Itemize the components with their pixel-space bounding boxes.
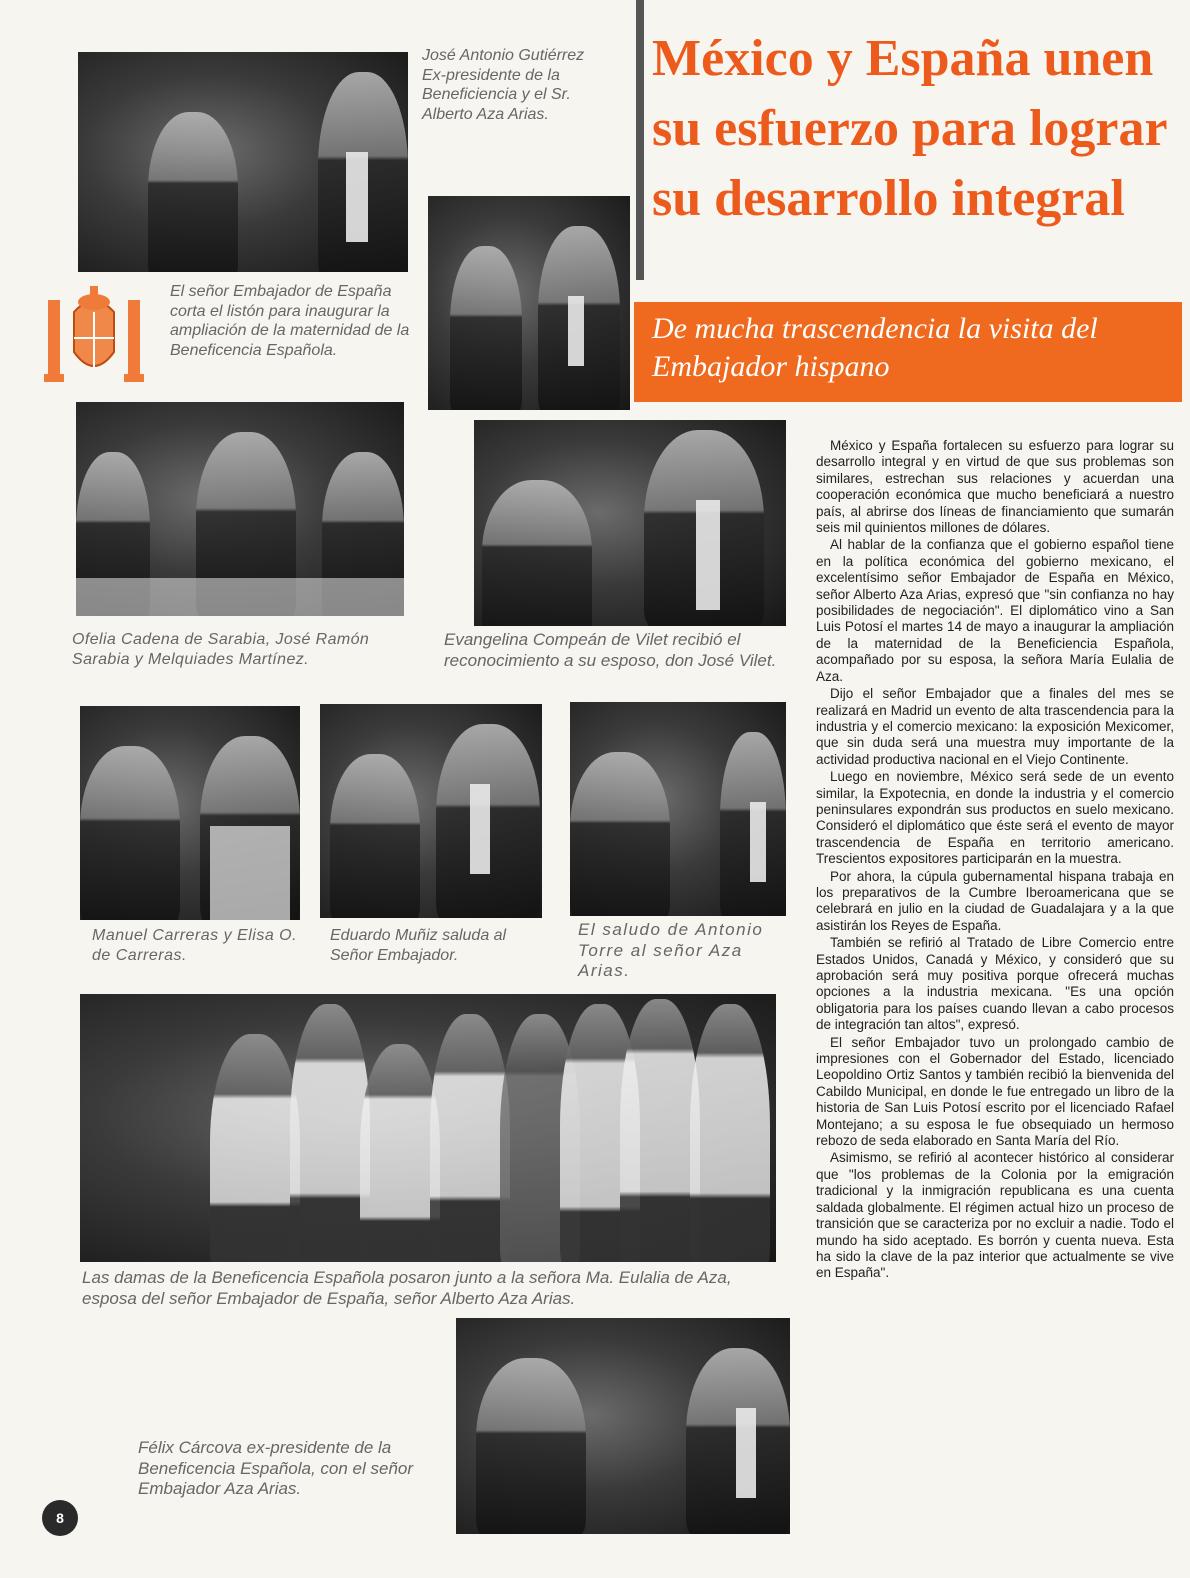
caption-photo-6: Eduardo Muñiz saluda al Señor Embajador. xyxy=(330,927,507,964)
caption-photo-8: Las damas de la Beneficencia Española posaron junto a la señora Ma. Eulalia de Aza, esposa del señor Embajador de España, señor Alberto Aza Arias. xyxy=(82,1268,732,1308)
caption-photo-7: El saludo de Antonio Torre al señor Aza Arias. xyxy=(578,920,764,981)
photo-ribbon-cutting xyxy=(428,196,630,410)
photo-torre-aza xyxy=(570,702,786,916)
article-body xyxy=(816,438,1174,1283)
photo-muniz-embajador xyxy=(320,704,542,918)
page-number: 8 xyxy=(42,1500,78,1536)
caption-photo-5: Manuel Carreras y Elisa O. de Carreras. xyxy=(92,927,298,964)
caption-photo-9: Félix Cárcova ex-presidente de la Beneficencia Española, con el señor Embajador Aza Arias. xyxy=(138,1438,414,1499)
photo-carcova-embajador xyxy=(456,1318,790,1534)
spain-coat-of-arms-icon xyxy=(44,282,144,386)
photo-compean-vilet xyxy=(474,420,786,626)
caption-photo-4: Evangelina Compeán de Vilet recibió el reconocimiento a su esposo, don José Vilet. xyxy=(444,630,777,670)
headline-title: México y España unen su esfuerzo para lograr su desarrollo integral xyxy=(652,30,1167,227)
caption-photo-3: Ofelia Cadena de Sarabia, José Ramón Sarabia y Melquiades Martínez. xyxy=(72,631,370,668)
caption-photo-1: José Antonio Gutiérrez Ex-presidente de la Beneficiencia y el Sr. Alberto Aza Arias. xyxy=(422,47,585,123)
article-paragraph: También se refirió al Tratado de Libre Comercio entre Estados Unidos, Canadá y México, y consideró que su aprobación será muy positiva porque ofrecerá muchas opciones a la industria mexicana. "Es una opción obligatoria para los países cuando llevan a cabo procesos de integración tan altos", expresó. xyxy=(816,935,1174,1033)
article-paragraph: Dijo el señor Embajador que a finales del mes se realizará en Madrid un evento de alta trascendencia para la industria y el comercio mexicano: la exposición Mexicomer, que sin duda será una muestra muy importante de la actividad productiva nacional en el Viejo Continente. xyxy=(816,686,1174,767)
photo-carreras xyxy=(80,706,300,920)
article-paragraph: Por ahora, la cúpula gubernamental hispana trabaja en los preparativos de la Cumbre Iberoamericana que se celebrará en julio en la ciudad de Guadalajara y a la que asistirán los Reyes de España. xyxy=(816,868,1174,933)
article-paragraph: El señor Embajador tuvo un prolongado cambio de impresiones con el Gobernador del Estado, licenciado Leopoldino Ortiz Santos y también recibió la bienvenida del Cabildo Municipal, en donde le fue entregado un libro de la historia de San Luis Potosí escrito por el licenciado Rafael Montejano; a su esposa le fue obsequiado un hermoso rebozo de seda elaborado en Santa María del Río. xyxy=(816,1034,1174,1149)
article-paragraph: Luego en noviembre, México será sede de un evento similar, la Expotecnia, en donde la industria y el comercio peninsulares expondrán sus productos en suelo mexicano. Consideró el diplomático que éste será el evento de mayor trascendencia de España en territorio americano. Trescientos expositores participarán en la muestra. xyxy=(816,769,1174,867)
article-paragraph: México y España fortalecen su esfuerzo para lograr su desarrollo integral y en virtud de que sus problemas son similares, estrechan sus relaciones y acuerdan una cooperación económica que mucho beneficiará a nuestro país, al abrirse dos líneas de financiamiento que sumarán seis mil quinientos millones de dólares. xyxy=(816,438,1174,536)
title-accent-bar xyxy=(636,0,644,280)
article-paragraph: Asimismo, se refirió al acontecer histórico al considerar que "los problemas de la Colonia por la emigración tradicional y la inmigración republicana es una cuenta saldada globalmente. El régimen actual hizo un proceso de transición que se caracteriza por no excluir a nadie. Todo el mundo ha sido aceptado. Es borrón y cuenta nueva. Esta ha sido la clave de la paz interior que actualmente se vive en España". xyxy=(816,1150,1174,1281)
photo-sarabia-martinez xyxy=(76,402,404,616)
headline-subtitle-banner: De mucha trascendencia la visita del Embajador hispano xyxy=(634,302,1182,402)
photo-handshake-gutierrez xyxy=(78,52,408,272)
caption-photo-2: El señor Embajador de España corta el listón para inaugurar la ampliación de la maternidad de la Beneficencia Española. xyxy=(170,283,410,359)
article-paragraph: Al hablar de la confianza que el gobierno español tiene en la política económica del gobierno mexicano, el excelentísimo señor Embajador de España en México, señor Alberto Aza Arias, expresó que "sin confianza no hay posibilidades de negociación". El diplomático vino a San Luis Potosí el martes 14 de mayo a inaugurar la ampliación de la maternidad de la Beneficiencia Española, acompañado por su esposa, la señora María Eulalia de Aza. xyxy=(816,537,1174,684)
photo-damas-beneficencia xyxy=(80,994,776,1262)
